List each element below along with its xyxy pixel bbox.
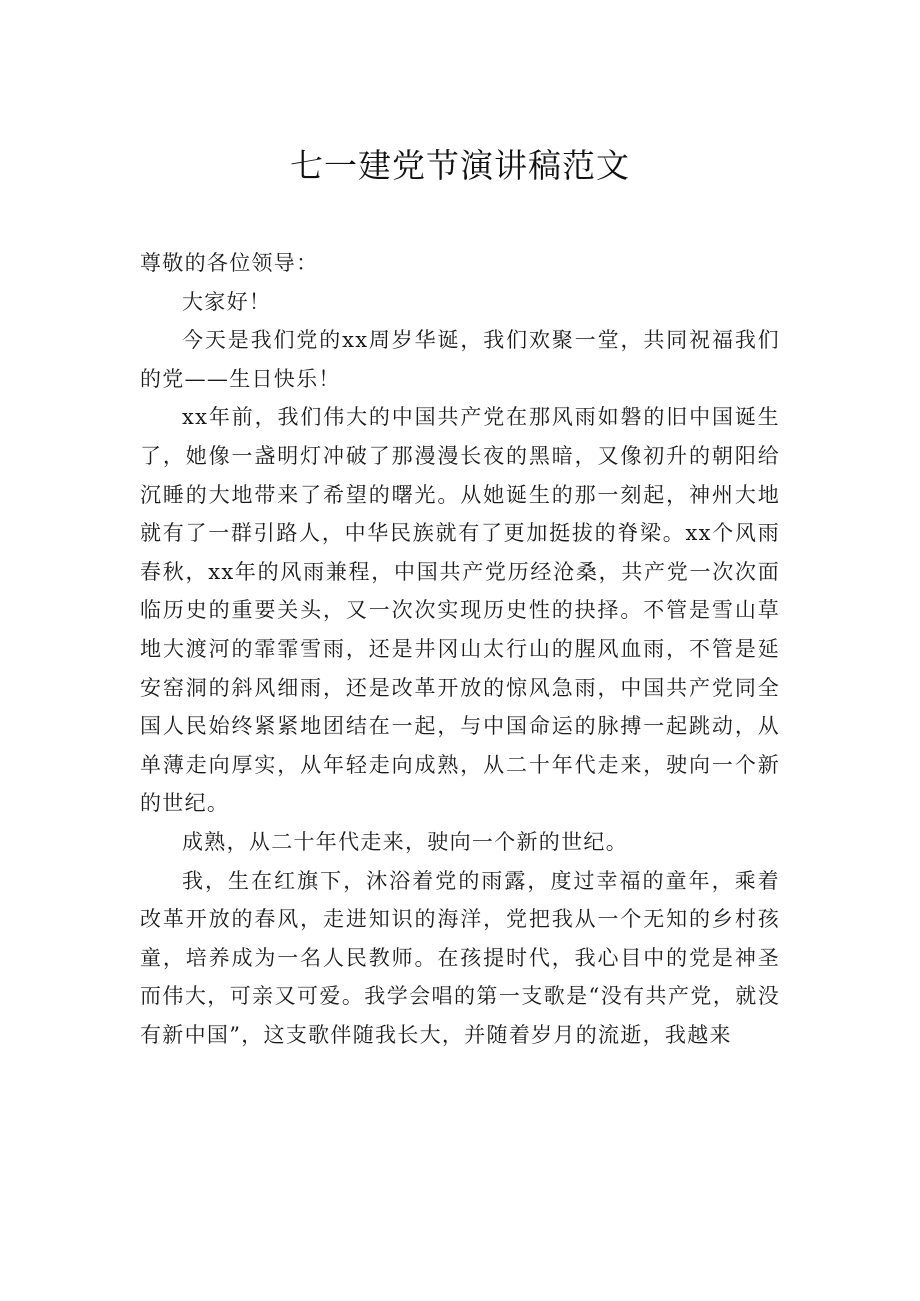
paragraph-celebration: 今天是我们党的xx周岁华诞，我们欢聚一堂，共同祝福我们的党——生日快乐！ xyxy=(140,328,780,391)
paragraph-greeting: 大家好！ xyxy=(182,289,272,314)
salutation: 尊敬的各位领导： xyxy=(140,251,319,275)
document-body xyxy=(140,244,780,1054)
paragraph-personal-story: 我，生在红旗下，沐浴着党的雨露，度过幸福的童年，乘着改革开放的春风，走进知识的海洋，党把我从一个无知的乡村孩童，培养成为一名人民教师。在孩提时代，我心目中的党是神圣而伟大，可亲又可爱。我学会唱的第一支歌是“没有共产党，就没有新中国”，这支歌伴随我长大，并随着岁月的流逝，我越来 xyxy=(140,868,780,1047)
paragraph-maturity: 成熟，从二十年代走来，驶向一个新的世纪。 xyxy=(182,829,628,854)
document-title: 七一建党节演讲稿范文 xyxy=(290,146,630,185)
paragraph-party-history: xx年前，我们伟大的中国共产党在那风雨如磐的旧中国诞生了，她像一盏明灯冲破了那漫漫长夜的黑暗，又像初升的朝阳给沉睡的大地带来了希望的曙光。从她诞生的那一刻起，神州大地就有了一群引路人，中华民族就有了更加挺拔的脊梁。xx个风雨春秋，xx年的风雨兼程，中国共产党历经沧桑，共产党一次次面临历史的重要关头，又一次次实现历史性的抉择。不管是雪山草地大渡河的霏霏雪雨，还是井冈山太行山的腥风血雨，不管是延安窑洞的斜风细雨，还是改革开放的惊风急雨，中国共产党同全国人民始终紧紧地团结在一起，与中国命运的脉搏一起跳动，从单薄走向厚实，从年轻走向成熟，从二十年代走来，驶向一个新的世纪。 xyxy=(140,405,780,816)
